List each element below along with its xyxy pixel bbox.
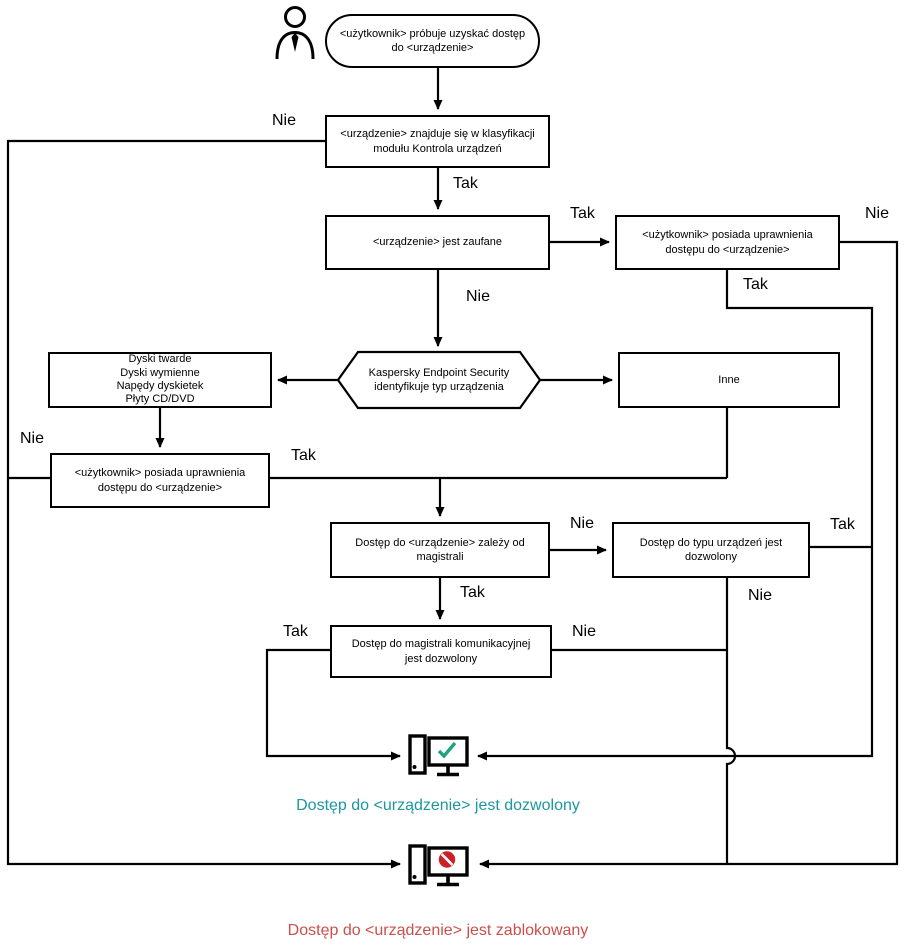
node-bus-dependent-label: Dostęp do <urządzenie> zależy od magistrali	[355, 536, 525, 563]
computer-allowed-icon	[406, 727, 472, 787]
node-type-allowed	[612, 522, 810, 578]
node-classification-label: <urządzenie> znajduje się w klasyfikacji modułu Kontrola urządzeń	[340, 128, 535, 155]
label-comm-bus-nie: Nie	[572, 623, 597, 640]
node-device-types	[48, 352, 272, 408]
node-comm-bus-allowed	[330, 625, 552, 678]
edge-typeallowed-nie-hop	[727, 578, 735, 864]
node-trusted	[325, 215, 550, 270]
allowed-caption: Dostęp do <urządzenie> jest dozwolony	[296, 797, 580, 814]
label-trusted-tak: Tak	[570, 205, 595, 222]
device-type-line: Dyski wymienne	[120, 366, 200, 379]
device-type-line: Dyski twarde	[128, 353, 192, 366]
label-user-rights-left-nie: Nie	[20, 430, 45, 447]
node-other-label: Inne	[718, 373, 740, 386]
node-user-rights-left-label: <użytkownik> posiada uprawnienia dostępu do <urządzenie>	[74, 467, 246, 494]
node-user-rights-top	[615, 215, 840, 270]
computer-blocked-icon	[406, 837, 472, 897]
node-type-allowed-label: Dostęp do typu urządzeń jest dozwolony	[639, 536, 783, 563]
user-person-icon	[272, 4, 318, 60]
label-comm-bus-tak: Tak	[283, 623, 308, 640]
node-identify	[348, 352, 530, 408]
prohibition-icon	[439, 851, 455, 867]
node-other	[618, 352, 840, 408]
node-start	[325, 14, 540, 68]
node-classification	[325, 115, 550, 168]
label-user-rights-top-nie: Nie	[865, 205, 890, 222]
node-identify-label: Kaspersky Endpoint Security identyfikuje typ urządzenia	[368, 366, 510, 393]
label-user-rights-left-tak: Tak	[291, 447, 316, 464]
node-user-rights-top-label: <użytkownik> posiada uprawnienia dostępu do <urządzenie>	[642, 229, 813, 256]
label-trusted-nie: Nie	[466, 288, 491, 305]
label-type-allowed-nie: Nie	[748, 587, 773, 604]
node-comm-bus-allowed-label: Dostęp do magistrali komunikacyjnej jest dozwolony	[351, 638, 531, 665]
node-user-rights-left	[50, 453, 270, 508]
device-type-line: Płyty CD/DVD	[125, 393, 195, 406]
node-start-label: <użytkownik> próbuje uzyskać dostęp do <urządzenie>	[339, 27, 526, 54]
device-type-line: Napędy dyskietek	[116, 380, 204, 392]
label-classification-tak: Tak	[453, 175, 478, 192]
label-type-allowed-tak: Tak	[830, 516, 855, 533]
node-trusted-label: <urządzenie> jest zaufane	[372, 236, 503, 249]
edge-userrights-top-tak-to-allowed	[478, 270, 872, 756]
label-bus-tak: Tak	[460, 584, 485, 601]
label-classification-nie: Nie	[272, 112, 297, 129]
blocked-caption: Dostęp do <urządzenie> jest zablokowany	[287, 922, 589, 939]
label-bus-nie: Nie	[570, 515, 595, 532]
label-user-rights-top-tak: Tak	[743, 276, 768, 293]
node-bus-dependent	[330, 522, 550, 578]
